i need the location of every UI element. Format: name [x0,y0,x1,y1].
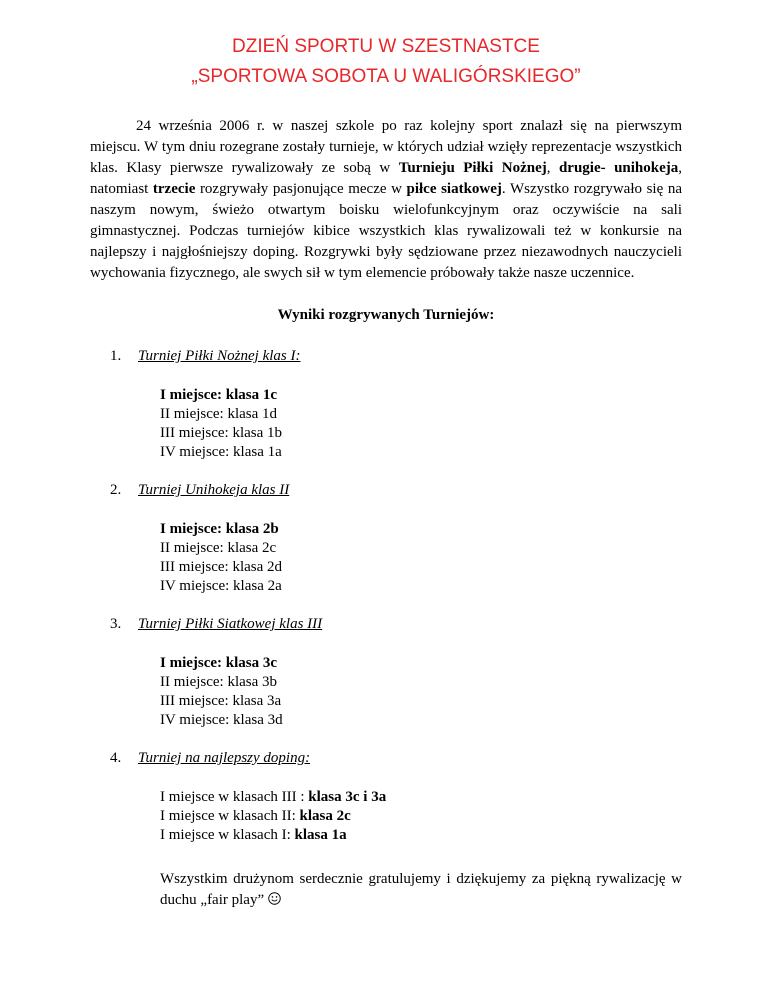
result-place: IV miejsce: klasa 3d [160,712,283,728]
doping-result [160,788,682,807]
intro-bold-3: trzecie [152,181,196,197]
results-list [160,788,682,845]
intro-bold-4: piłce siatkowej [406,181,502,197]
tournament-name: Turniej Unihokeja klas II [138,482,290,498]
tournament-item [90,748,682,845]
title-line-2: „SPORTOWA SOBOTA U WALIGÓRSKIEGO” [191,66,581,87]
intro-text-1: 24 września 2006 r. w naszej szkole po raz kolejny sport znalazł się na pierwszym miejscu. W tym dniu rozegrane zostały turnieje, w których udział wzięły reprezentacje wszystkich klas. Klasy pierwsze rywalizowały ze sobą w [90,118,682,176]
result-place: I miejsce: klasa 1c [160,387,278,403]
results-list [160,654,682,730]
tournament-number: 1. [110,348,122,364]
intro-text-2: , [546,160,559,176]
intro-text-5: . Wszystko rozgrywało się na naszym nowym, świeżo otwartym boisku wielofunkcyjnym oraz oczywiście na sali gimnastycznej. Podczas turniejów kibice wszystkich klas rywalizowali też w konkursie na najlepszy i najgłośniejszy doping. Rozgrywki były sędziowane przez niezawodnych nauczycieli wychowania fizycznego, ale swych sił w tym elemencie próbowały także nasze uczennice. [90,181,682,281]
results-list [160,520,682,596]
tournament-item [90,480,682,596]
intro-bold-2: drugie- unihokeja [558,160,679,176]
doping-label: I miejsce w klasach II: [160,808,300,824]
smiley-face-icon [268,892,281,905]
results-heading: Wyniki rozgrywanych Turniejów: [277,307,495,323]
tournament-name: Turniej Piłki Siatkowej klas III [138,616,323,632]
result-place: II miejsce: klasa 2c [160,540,277,556]
closing-paragraph [160,869,682,911]
tournament-item [90,346,682,462]
doping-value: klasa 3c i 3a [308,789,387,805]
tournament-number: 3. [110,616,122,632]
result-place: III miejsce: klasa 3a [160,693,282,709]
results-list [160,386,682,462]
result-place: IV miejsce: klasa 2a [160,578,282,594]
doping-label: I miejsce w klasach III : [160,789,309,805]
title-line-1: DZIEŃ SPORTU W SZESTNASTCE [232,36,540,57]
intro-bold-1: Turnieju Piłki Nożnej [398,160,547,176]
tournament-name: Turniej na najlepszy doping: [138,750,311,766]
intro-text-3: , natomiast [90,160,683,197]
tournament-number: 2. [110,482,122,498]
result-place: IV miejsce: klasa 1a [160,444,282,460]
doping-value: klasa 2c [299,808,351,824]
doping-result [160,826,682,845]
intro-text-4: rozgrywały pasjonujące mecze w [195,181,407,197]
intro-paragraph [90,116,682,284]
result-place: II miejsce: klasa 1d [160,406,278,422]
tournament-number: 4. [110,750,122,766]
result-place: II miejsce: klasa 3b [160,674,278,690]
closing-text: Wszystkim drużynom serdecznie gratulujemy i dziękujemy za piękną rywalizację w duchu „fair play” [160,871,682,908]
result-place: III miejsce: klasa 1b [160,425,283,441]
doping-result [160,807,682,826]
result-place: I miejsce: klasa 2b [160,521,279,537]
tournament-name: Turniej Piłki Nożnej klas I: [138,348,301,364]
document-title [90,32,682,92]
tournament-item [90,614,682,730]
result-place: III miejsce: klasa 2d [160,559,283,575]
doping-label: I miejsce w klasach I: [160,827,295,843]
doping-value: klasa 1a [294,827,347,843]
result-place: I miejsce: klasa 3c [160,655,278,671]
tournament-list [90,346,682,845]
